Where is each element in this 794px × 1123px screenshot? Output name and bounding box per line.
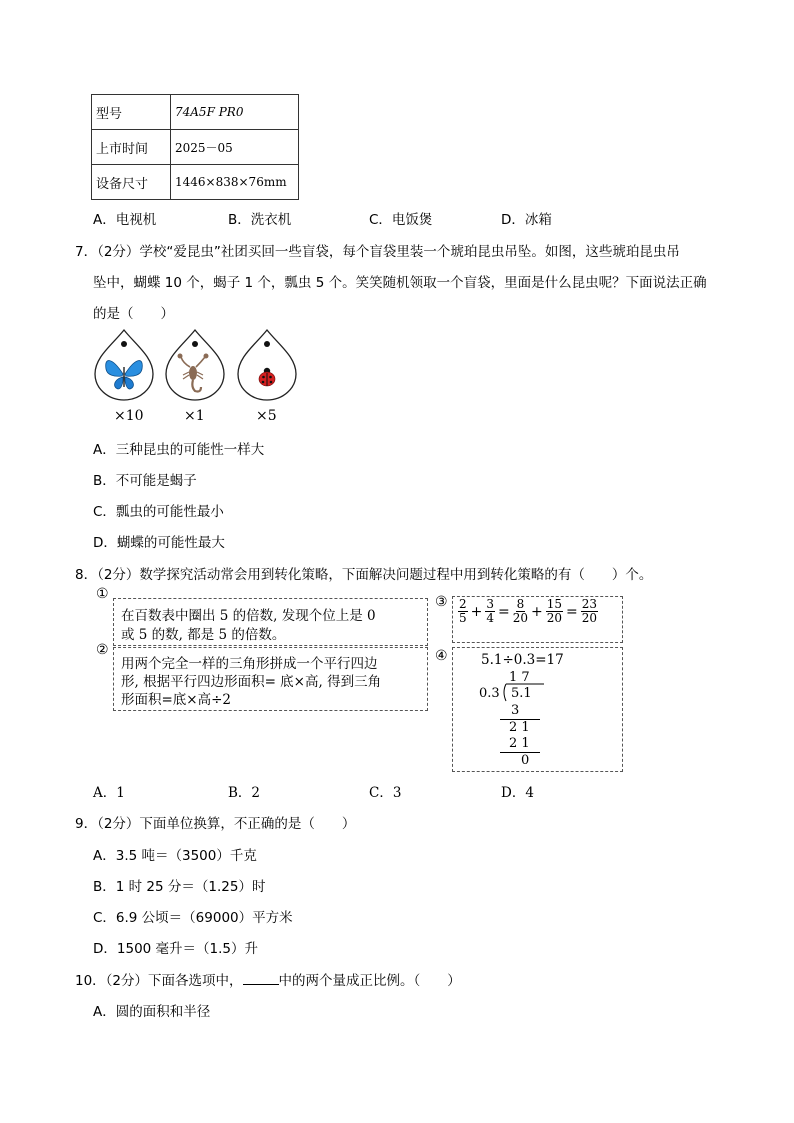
- spec-table: [91, 94, 299, 200]
- q9-option-d[interactable]: D．1500 毫升＝（1.5）升: [93, 941, 259, 957]
- box2-text: 用两个完全一样的三角形拼成一个平行四边: [121, 656, 378, 672]
- q9-option-b[interactable]: B．1 时 25 分＝（1.25）时: [93, 879, 266, 895]
- q7-option-a[interactable]: A．三种昆虫的可能性一样大: [93, 442, 265, 458]
- q8-option-a[interactable]: A．1: [93, 785, 125, 801]
- table-cell-value: 74A5F PR0: [171, 95, 299, 130]
- box4-equation: 5.1÷0.3=17: [481, 652, 564, 668]
- table-cell-key: 上市时间: [92, 130, 171, 165]
- q8-option-b[interactable]: B．2: [228, 785, 261, 801]
- plus-sign: +: [531, 603, 543, 620]
- equals-sign: =: [498, 603, 510, 620]
- long-division-divisor: 0.3: [479, 686, 500, 701]
- q9-option-c[interactable]: C．6.9 公顷＝（69000）平方米: [93, 910, 293, 926]
- q8-stem: 8．（2分）数学探究活动常会用到转化策略，下面解决问题过程中用到转化策略的有（ ）个。: [75, 567, 653, 583]
- marker-1: ①: [96, 586, 109, 602]
- q10-option-a[interactable]: A．圆的面积和半径: [93, 1004, 211, 1020]
- long-division-step: 3: [511, 703, 520, 718]
- pendant-count: ×1: [184, 408, 205, 424]
- q9-option-a[interactable]: A．3.5 吨＝（3500）千克: [93, 848, 257, 864]
- pendant-scorpion: [163, 327, 227, 405]
- q6-option-a[interactable]: A．电视机: [93, 212, 157, 228]
- table-cell-value: 2025－05: [171, 130, 299, 165]
- box3-equation: [458, 598, 598, 625]
- long-division-step: 2 1: [509, 720, 530, 735]
- q6-option-c[interactable]: C．电饭煲: [369, 212, 433, 228]
- box1-text: 或 5 的数, 都是 5 的倍数。: [121, 627, 286, 643]
- butterfly-icon: [92, 327, 156, 401]
- fraction: $\frac{15}{20}$: [546, 597, 563, 625]
- q7-option-b[interactable]: B．不可能是蝎子: [93, 473, 197, 489]
- plus-sign: +: [470, 603, 483, 620]
- answer-blank[interactable]: [243, 972, 279, 985]
- marker-4: ④: [435, 648, 448, 664]
- division-line: [500, 752, 540, 753]
- q8-option-d[interactable]: D．4: [501, 785, 534, 801]
- long-division-remainder: 0: [521, 753, 530, 768]
- ladybug-icon: [235, 327, 299, 401]
- scorpion-icon: [163, 327, 227, 401]
- q8-option-c[interactable]: C．3: [369, 785, 402, 801]
- box1-text: 在百数表中圈出 5 的倍数, 发现个位上是 0: [121, 608, 376, 624]
- q6-option-d[interactable]: D．冰箱: [501, 212, 552, 228]
- table-cell-key: 设备尺寸: [92, 165, 171, 200]
- q7-option-c[interactable]: C．瓢虫的可能性最小: [93, 504, 224, 520]
- q10-stem: [75, 969, 461, 989]
- table-cell-key: 型号: [92, 95, 171, 130]
- q7-stem-line3: 的是（ ）: [93, 306, 174, 322]
- table-row: [92, 95, 299, 130]
- marker-3: ③: [435, 594, 448, 610]
- box2-text: 形面积=底×高÷2: [121, 692, 232, 708]
- q7-option-d[interactable]: D．蝴蝶的可能性最大: [93, 535, 225, 551]
- q7-stem-line1: 7．（2分）学校“爱昆虫”社团买回一些盲袋，每个盲袋里装一个琥珀昆虫吊坠。如图，这些琥珀昆虫吊: [75, 244, 680, 260]
- table-row: [92, 165, 299, 200]
- pendant-butterfly: [92, 327, 156, 405]
- fraction: $\frac{3}{4}$: [486, 597, 495, 625]
- long-division-step: 2 1: [509, 736, 530, 751]
- pendant-count: ×10: [114, 408, 144, 424]
- fraction: $\frac{2}{5}$: [459, 597, 467, 625]
- long-division-dividend: 5.1: [511, 686, 532, 701]
- q7-stem-line2: 坠中，蝴蝶 10 个，蝎子 1 个，瓢虫 5 个。笑笑随机领取一个盲袋，里面是什么昆虫呢？下面说法正确: [93, 275, 707, 291]
- fraction: $\frac{23}{20}$: [581, 597, 598, 625]
- table-row: [92, 130, 299, 165]
- q10-stem-part: 中的两个量成正比例。（ ）: [278, 973, 461, 989]
- q6-option-b[interactable]: B．洗衣机: [228, 212, 292, 228]
- q10-stem-part: 10．（2分）下面各选项中，: [75, 973, 243, 989]
- pendant-ladybug: [235, 327, 299, 405]
- long-division-quotient: 1 7: [509, 670, 530, 685]
- fraction: $\frac{8}{20}$: [512, 597, 529, 625]
- pendant-count: ×5: [256, 408, 277, 424]
- box2-text: 形, 根据平行四边形面积= 底×高, 得到三角: [121, 674, 382, 690]
- equals-sign: =: [566, 603, 578, 620]
- q9-stem: 9．（2分）下面单位换算，不正确的是（ ）: [75, 816, 356, 832]
- table-cell-value: 1446×838×76mm: [171, 165, 299, 200]
- marker-2: ②: [96, 642, 109, 658]
